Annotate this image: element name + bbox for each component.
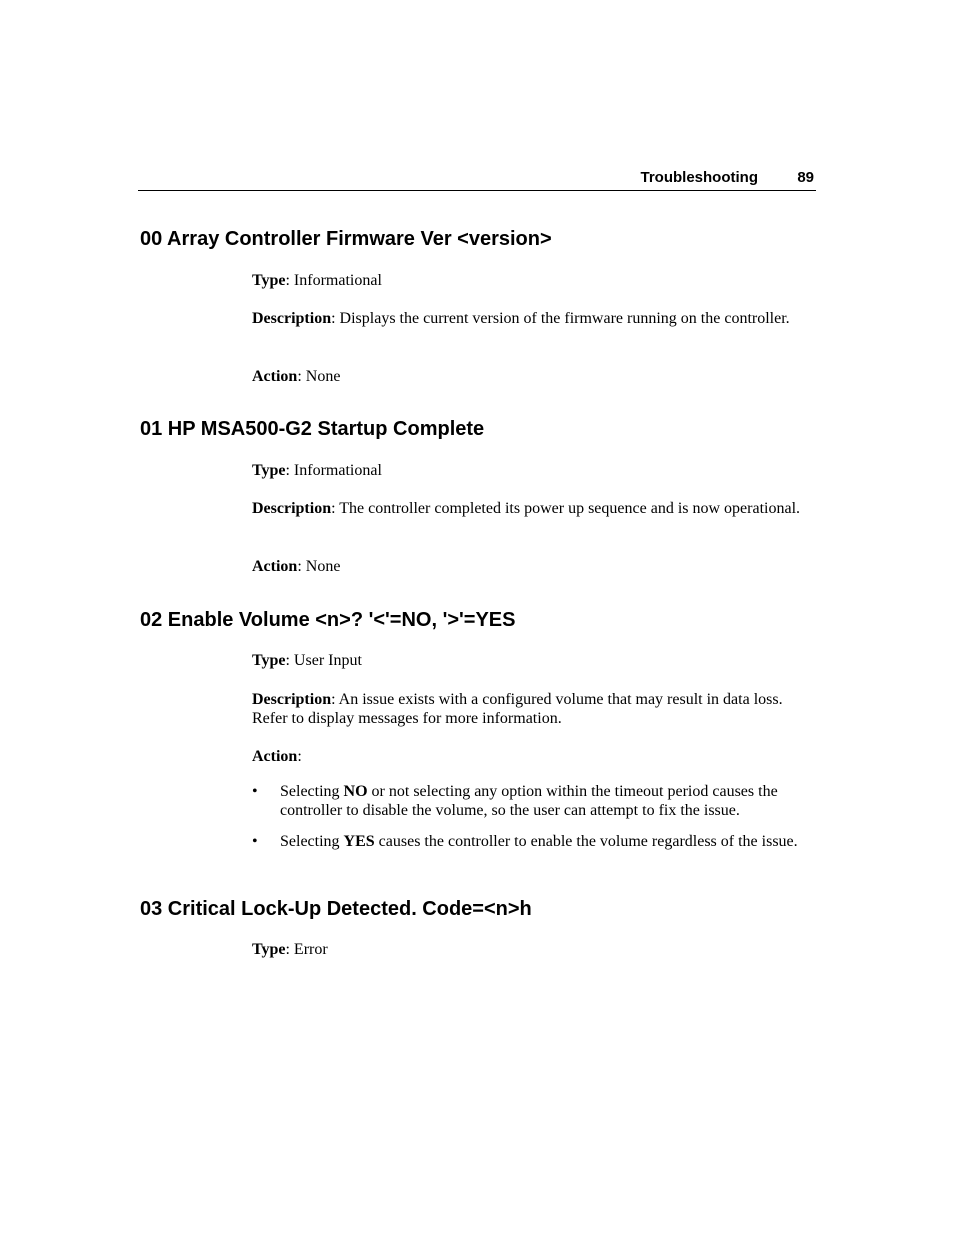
bullet-text [280, 782, 802, 820]
running-header [138, 168, 816, 191]
action-line-01 [252, 557, 802, 576]
bullet-text-pre: Selecting [280, 783, 344, 800]
bullet-text-bold: YES [343, 833, 375, 850]
bullet-text-bold: NO [343, 783, 368, 800]
action-value: : [297, 748, 302, 765]
section-heading-00: 00 Array Controller Firmware Ver <version> [140, 228, 552, 250]
action-label: Action [252, 368, 298, 385]
description-label: Description [252, 500, 332, 517]
description-00 [252, 309, 802, 328]
bullet-icon: • [252, 783, 258, 800]
action-value: : None [297, 368, 341, 385]
type-label: Type [252, 941, 286, 958]
bullet-text-post: or not selecting any option within the timeout period causes the controller to disable the volume, so the user can attempt to fix the issue. [280, 783, 778, 819]
section-heading-02: 02 Enable Volume <n>? '<'=NO, '>'=YES [140, 609, 516, 631]
bullet-text-pre: Selecting [280, 833, 344, 850]
list-item [252, 782, 802, 820]
description-label: Description [252, 691, 332, 708]
bullet-text-post: causes the controller to enable the volume regardless of the issue. [374, 833, 798, 850]
type-value: : User Input [285, 652, 362, 669]
type-label: Type [252, 652, 286, 669]
description-value: : The controller completed its power up sequence and is now operational. [331, 500, 801, 517]
action-value: : None [297, 558, 341, 575]
type-value: : Error [285, 941, 328, 958]
type-line-00 [252, 271, 802, 290]
list-item [252, 832, 802, 851]
type-line-02 [252, 651, 802, 670]
action-label: Action [252, 558, 298, 575]
description-02 [252, 690, 802, 728]
bullet-text [280, 832, 802, 851]
section-heading-01: 01 HP MSA500-G2 Startup Complete [140, 418, 485, 440]
action-line-00 [252, 367, 802, 386]
section-heading-03: 03 Critical Lock-Up Detected. Code=<n>h [140, 898, 532, 920]
action-label: Action [252, 748, 298, 765]
type-value: : Informational [285, 272, 382, 289]
description-value: : Displays the current version of the firmware running on the controller. [331, 310, 790, 327]
type-line-03 [252, 940, 802, 959]
type-label: Type [252, 462, 286, 479]
type-value: : Informational [285, 462, 382, 479]
type-label: Type [252, 272, 286, 289]
description-01 [252, 499, 802, 518]
bullet-icon: • [252, 833, 258, 850]
header-section-title: Troubleshooting [640, 169, 758, 186]
action-line-02 [252, 747, 802, 766]
page-number: 89 [797, 169, 814, 186]
description-value: : An issue exists with a configured volume that may result in data loss. Refer to display messages for more information. [252, 691, 783, 727]
description-label: Description [252, 310, 332, 327]
type-line-01 [252, 461, 802, 480]
